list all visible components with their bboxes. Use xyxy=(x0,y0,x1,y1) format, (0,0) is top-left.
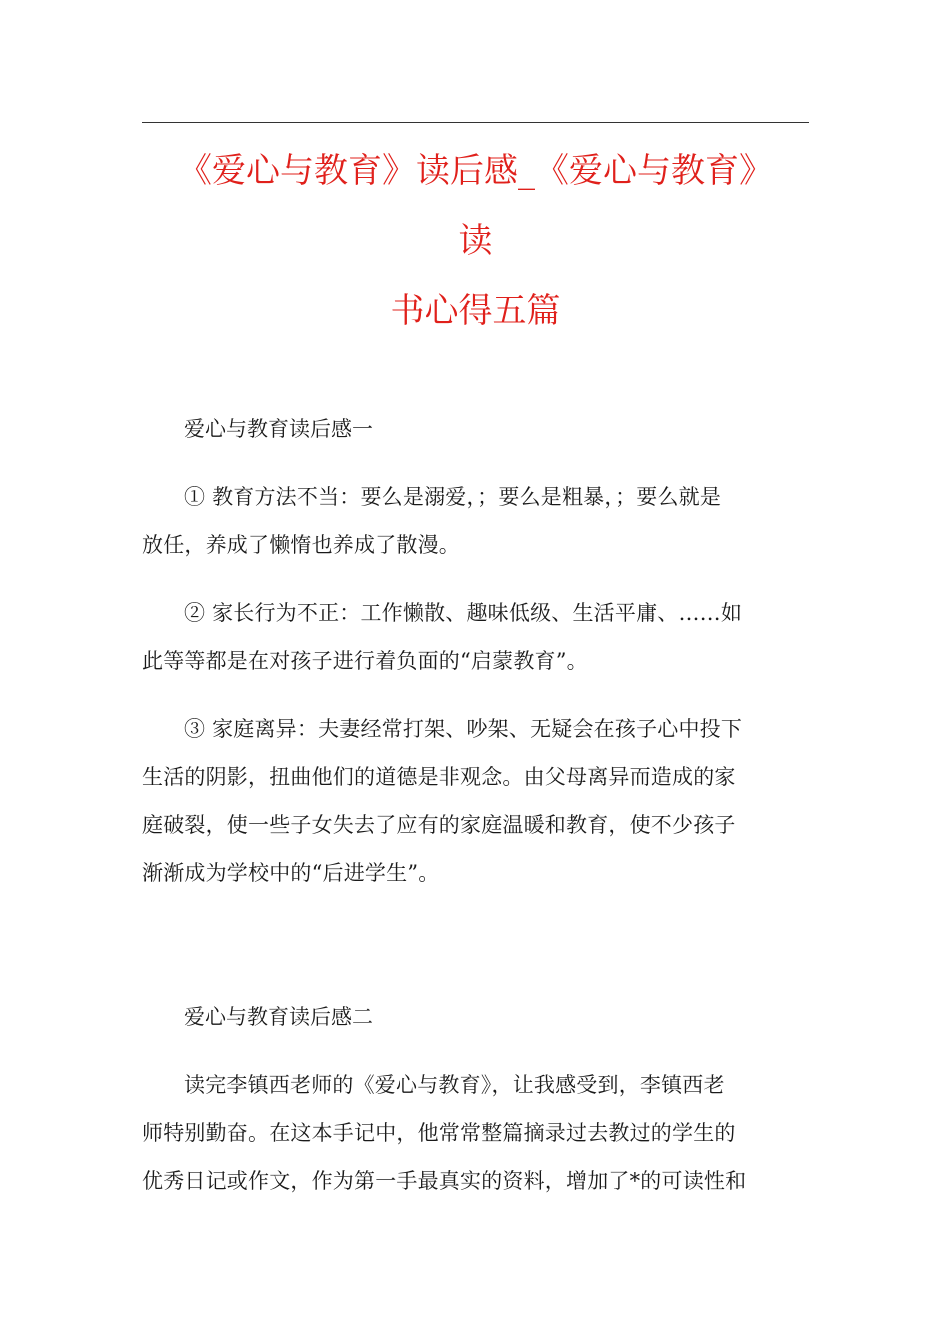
section-heading-2: 爱心与教育读后感二 xyxy=(184,1005,373,1029)
paragraph xyxy=(142,473,810,569)
paragraph xyxy=(142,1061,810,1205)
title-line-3: 书心得五篇 xyxy=(390,291,561,331)
paragraph xyxy=(142,589,810,685)
paragraph-line: 渐渐成为学校中的“后进学生”。 xyxy=(142,861,440,885)
paragraph-line: ② 家长行为不正：工作懒散、趣味低级、生活平庸、……如 xyxy=(184,601,743,625)
paragraph-line: 读完李镇西老师的《爱心与教育》，让我感受到，李镇西老 xyxy=(184,1073,725,1097)
paragraph-line: ③ 家庭离异：夫妻经常打架、吵架、无疑会在孩子心中投下 xyxy=(184,717,743,741)
paragraph xyxy=(142,705,810,897)
title-line-2: 读 xyxy=(458,221,493,261)
document-body xyxy=(142,405,810,1205)
paragraph-line: 庭破裂，使一些子女失去了应有的家庭温暖和教育，使不少孩子 xyxy=(142,813,736,837)
paragraph-line: ① 教育方法不当：要么是溺爱，；要么是粗暴，；要么就是 xyxy=(184,485,722,509)
paragraph-line: 此等等都是在对孩子进行着负面的“启蒙教育”。 xyxy=(142,649,588,673)
document-title xyxy=(142,136,809,346)
paragraph-line: 生活的阴影，扭曲他们的道德是非观念。由父母离异而造成的家 xyxy=(142,765,736,789)
paragraph-line: 优秀日记或作文，作为第一手最真实的资料，增加了*的可读性和 xyxy=(142,1169,747,1193)
section-heading-1: 爱心与教育读后感一 xyxy=(184,417,373,441)
paragraph-line: 师特别勤奋。在这本手记中，他常常整篇摘录过去教过的学生的 xyxy=(142,1121,736,1145)
header-rule xyxy=(142,122,809,123)
paragraph-line: 放任，养成了懒惰也养成了散漫。 xyxy=(142,533,460,557)
title-line-1: 《爱心与教育》读后感_《爱心与教育》 xyxy=(178,151,773,191)
